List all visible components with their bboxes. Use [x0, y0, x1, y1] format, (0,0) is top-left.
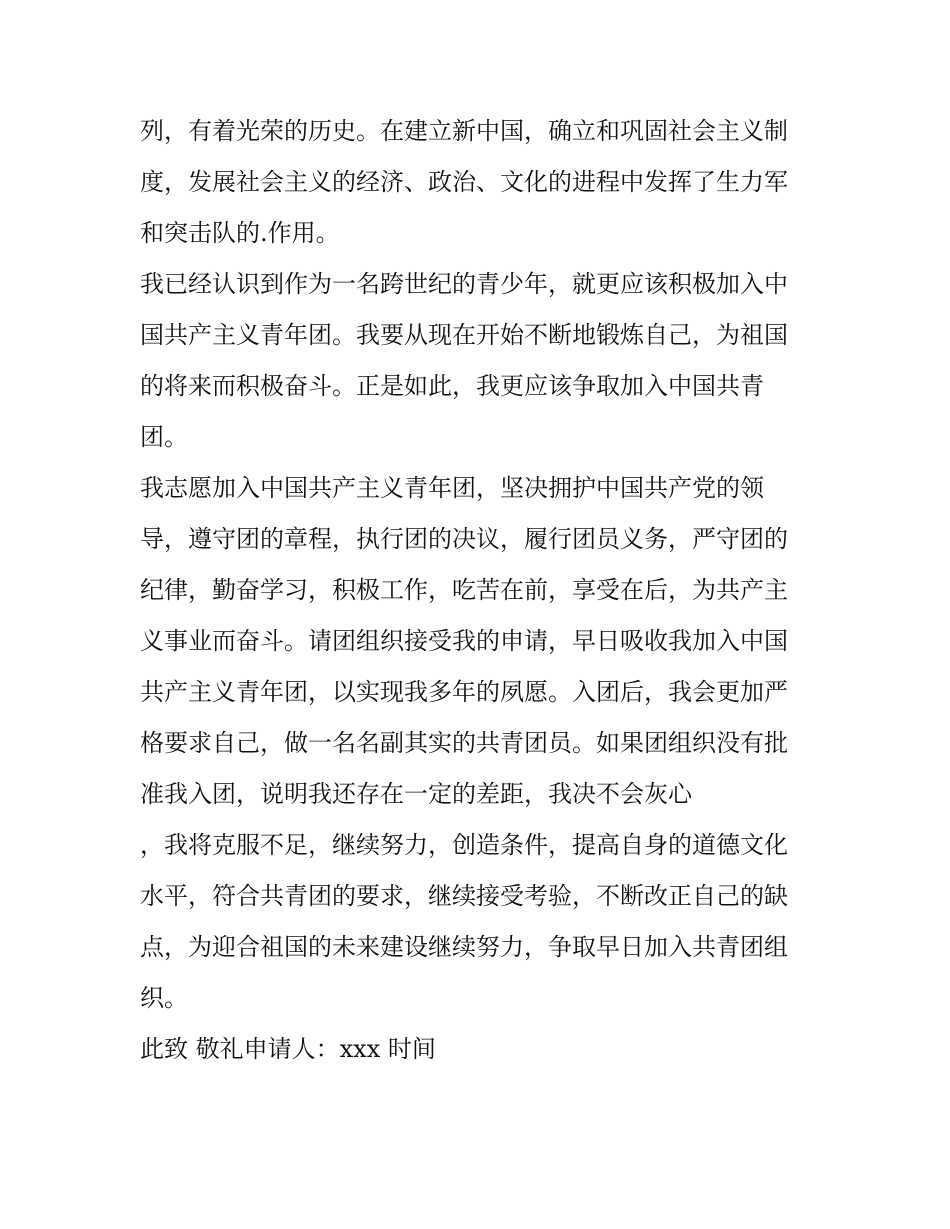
text-line: 导，遵守团的章程，执行团的决议，履行团员义务，严守团的 [140, 525, 788, 553]
signature-line: 此致 敬礼申请人：xxx 时间 [140, 1035, 436, 1063]
text-line: 的将来而积极奋斗。正是如此，我更应该争取加入中国共青 [140, 372, 764, 400]
text-line: 格要求自己，做一名名副其实的共青团员。如果团组织没有批 [140, 729, 788, 757]
text-line: 国共产主义青年团。我要从现在开始不断地锻炼自己，为祖国 [140, 321, 788, 349]
text-line: 准我入团，说明我还存在一定的差距，我决不会灰心 [140, 780, 692, 808]
text-line: 织。 [140, 984, 188, 1012]
text-line: 团。 [140, 423, 188, 451]
text-line: 和突击队的.作用。 [140, 219, 340, 247]
text-line: 我已经认识到作为一名跨世纪的青少年，就更应该积极加入中 [140, 270, 788, 298]
text-line: 水平，符合共青团的要求，继续接受考验，不断改正自己的缺 [140, 882, 788, 910]
document-body [140, 106, 830, 1075]
text-line: 点，为迎合祖国的未来建设继续努力，争取早日加入共青团组 [140, 933, 788, 961]
text-line: 度，发展社会主义的经济、政治、文化的进程中发挥了生力军 [140, 168, 788, 196]
text-line: 纪律，勤奋学习，积极工作，吃苦在前，享受在后，为共产主 [140, 576, 788, 604]
text-line: 义事业而奋斗。请团组织接受我的申请，早日吸收我加入中国 [140, 627, 788, 655]
text-line: ，我将克服不足，继续努力，创造条件，提高自身的道德文化 [140, 831, 788, 859]
text-line: 列，有着光荣的历史。在建立新中国，确立和巩固社会主义制 [140, 117, 788, 145]
text-line: 我志愿加入中国共产主义青年团，坚决拥护中国共产党的领 [140, 474, 764, 502]
text-line: 共产主义青年团，以实现我多年的夙愿。入团后，我会更加严 [140, 678, 788, 706]
